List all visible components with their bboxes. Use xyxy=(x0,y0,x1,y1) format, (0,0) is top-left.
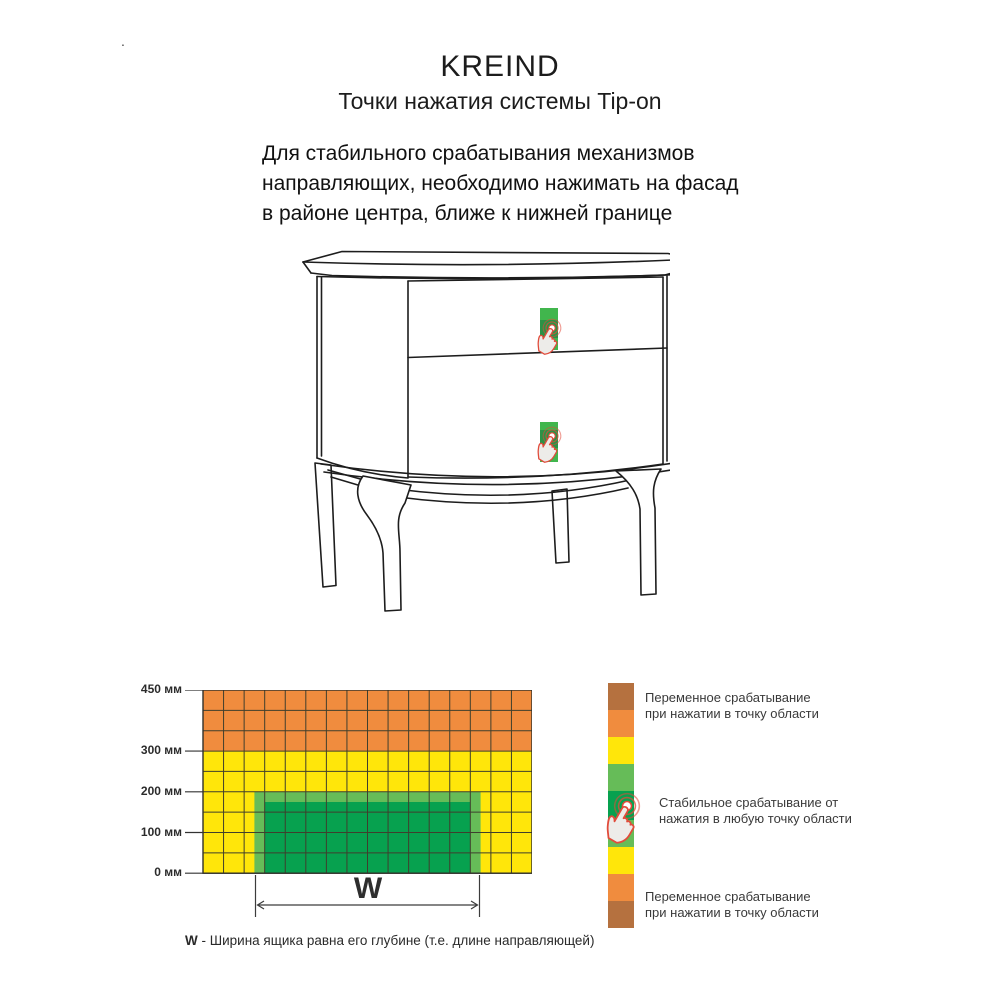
caption-w: W xyxy=(185,933,198,948)
nightstand-base-and-legs xyxy=(315,463,670,611)
legend-line: при нажатии в точку области xyxy=(645,705,819,721)
legend-line: Переменное срабатывание xyxy=(645,690,811,705)
legend-line: Стабильное срабатывание от xyxy=(659,795,839,810)
press-zone-grid xyxy=(180,690,532,874)
legend-line: Переменное срабатывание xyxy=(645,889,811,904)
press-point-lower-drawer xyxy=(531,422,566,465)
axis-label-200: 200 мм xyxy=(140,784,182,798)
stray-dot: . xyxy=(121,33,125,49)
axis-label-300: 300 мм xyxy=(140,743,182,757)
description-line: Для стабильного срабатывания механизмов xyxy=(262,142,695,165)
axis-ticks xyxy=(185,690,203,873)
legend-bar-segment-orange xyxy=(608,710,634,737)
caption xyxy=(185,933,594,948)
tap-hand-icon xyxy=(598,789,648,846)
front-left-leg xyxy=(358,476,411,611)
description-line: в районе центра, ближе к нижней границе xyxy=(262,202,673,225)
legend-item-variable-top xyxy=(645,690,819,721)
legend-bar-segment-brown xyxy=(608,901,634,928)
caption-text: - Ширина ящика равна его глубине (т.е. длине направляющей) xyxy=(197,933,595,948)
legend-line: при нажатии в точку области xyxy=(645,904,819,920)
legend-item-stable xyxy=(659,795,852,826)
front-right-leg xyxy=(616,469,661,595)
width-label: W xyxy=(353,872,383,905)
nightstand-top xyxy=(303,252,670,279)
axis-label-100: 100 мм xyxy=(140,825,182,839)
press-point-upper-drawer xyxy=(531,308,566,357)
brand-title: KREIND xyxy=(440,50,560,83)
axis-label-0: 0 мм xyxy=(154,865,182,879)
nightstand-drawing xyxy=(200,242,670,642)
legend-bar-segment-orange xyxy=(608,874,634,901)
page-subtitle: Точки нажатия системы Tip-on xyxy=(338,88,662,114)
axis-label-450: 450 мм xyxy=(140,682,182,696)
nightstand-carcass xyxy=(317,274,670,479)
legend-bar-segment-yellow xyxy=(608,737,634,764)
legend-line: нажатия в любую точку области xyxy=(659,810,852,826)
description-paragraph xyxy=(262,139,739,229)
legend-item-variable-bottom xyxy=(645,889,819,920)
description-line: направляющих, необходимо нажимать на фасад xyxy=(262,172,739,195)
legend-bar-segment-brown xyxy=(608,683,634,710)
back-left-leg xyxy=(315,463,336,587)
